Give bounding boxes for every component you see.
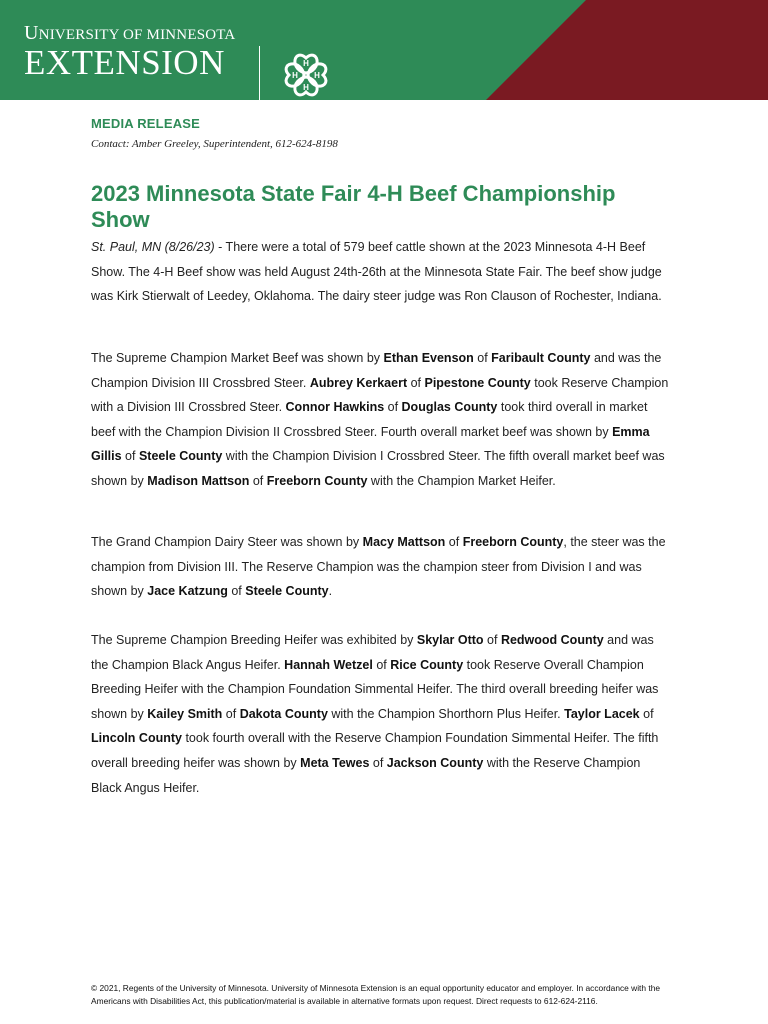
bold-name: Freeborn County (266, 473, 368, 488)
paragraph-intro (91, 235, 671, 309)
bold-name: Freeborn County (462, 535, 564, 549)
page-title: 2023 Minnesota State Fair 4-H Beef Championship Show (91, 181, 616, 232)
bold-name: Ethan Evenson (383, 351, 474, 365)
bold-name: Redwood County (500, 633, 604, 647)
svg-text:H: H (292, 71, 298, 80)
paragraph-breeding-heifer: The Supreme Champion Breeding Heifer was exhibited by Skylar Otto of Redwood County and was the Champion Black Angus Heifer. Hannah Wetzel of Rice County took Reserve Overall Champion Breeding Heifer with the Champion Foundation Simmental Heifer. The third overall breeding heifer was shown by Kailey Smith of Dakota County with the Champion Shorthorn Plus Heifer. Taylor Lacek of Lincoln County took fourth overall with the Reserve Champion Foundation Simmental Heifer. The fifth overall breeding heifer was shown by Meta Tewes of Jackson County with the Reserve Champion Black Angus Heifer. (91, 633, 659, 795)
logo-university-text: UNIVERSITY OF MINNESOTA (24, 22, 236, 44)
bold-name: Hannah Wetzel (284, 657, 373, 672)
logo-extension-text: EXTENSION (24, 43, 225, 82)
bold-name: Meta Tewes (300, 755, 370, 770)
dateline: St. Paul, MN (8/26/23) (91, 240, 215, 254)
bold-name: Rice County (390, 657, 464, 672)
intro-text: - There were a total of 579 beef cattle shown at the 2023 Minnesota 4-H Beef Show. The 4-H Beef show was held August 24th-26th at the Minnesota State Fair. The beef show judge was Kirk Stierwalt of Leedey, Oklahoma. The dairy steer judge was Ron Clauson of Rochester, Indiana. (91, 240, 662, 304)
bold-name: Skylar Otto (416, 633, 484, 647)
bold-name: Jackson County (386, 755, 484, 770)
svg-text:H: H (303, 83, 309, 92)
bold-name: Jace Katzung (147, 584, 228, 599)
four-h-clover-icon (281, 50, 331, 100)
bold-name: Steele County (245, 584, 329, 599)
bold-name: Faribault County (491, 351, 591, 365)
header-banner (0, 0, 768, 100)
bold-name: Macy Mattson (362, 535, 446, 549)
paragraph-dairy-steer: The Grand Champion Dairy Steer was shown by Macy Mattson of Freeborn County, the steer was the champion from Division III. The Reserve Champion was the champion steer from Division I and was shown by Jace Katzung of Steele County. (91, 535, 666, 599)
bold-name: Connor Hawkins (285, 400, 385, 415)
bold-name: Emma Gillis (91, 424, 650, 464)
bold-name: Aubrey Kerkaert (309, 375, 408, 390)
bold-name: Lincoln County (91, 731, 182, 746)
bold-name: Taylor Lacek (564, 706, 640, 721)
paragraph-market-beef: The Supreme Champion Market Beef was shown by Ethan Evenson of Faribault County and was the Champion Division III Crossbred Steer. Aubrey Kerkaert of Pipestone County took Reserve Champion with a Division III Crossbred Steer. Connor Hawkins of Douglas County took third overall in market beef with the Champion Division II Crossbred Steer. Fourth overall market beef was shown by Emma Gillis of Steele County with the Champion Division I Crossbred Steer. The fifth overall market beef was shown by Madison Mattson of Freeborn County with the Champion Market Heifer. (91, 351, 669, 488)
contact-line: Contact: Amber Greeley, Superintendent, 612-624-8198 (91, 138, 338, 150)
bold-name: Pipestone County (424, 375, 531, 390)
bold-name: Kailey Smith (147, 706, 223, 721)
bold-name: Dakota County (239, 706, 328, 721)
logo-university-rest: NIVERSITY OF MINNESOTA (38, 27, 236, 43)
media-release-label: MEDIA RELEASE (91, 116, 201, 131)
copyright-footer: © 2021, Regents of the University of Minnesota. University of Minnesota Extension is an equal opportunity educator and employer. In accordance with the Americans with Disabilities Act, this publication/material is available in alternative formats upon request. Direct requests to 612-624-2116. (91, 983, 661, 1006)
bold-name: Madison Mattson (147, 473, 250, 488)
bold-name: Steele County (138, 449, 223, 464)
logo-divider (259, 46, 260, 100)
svg-text:H: H (303, 59, 309, 68)
bold-name: Douglas County (401, 400, 498, 415)
svg-text:H: H (314, 71, 320, 80)
